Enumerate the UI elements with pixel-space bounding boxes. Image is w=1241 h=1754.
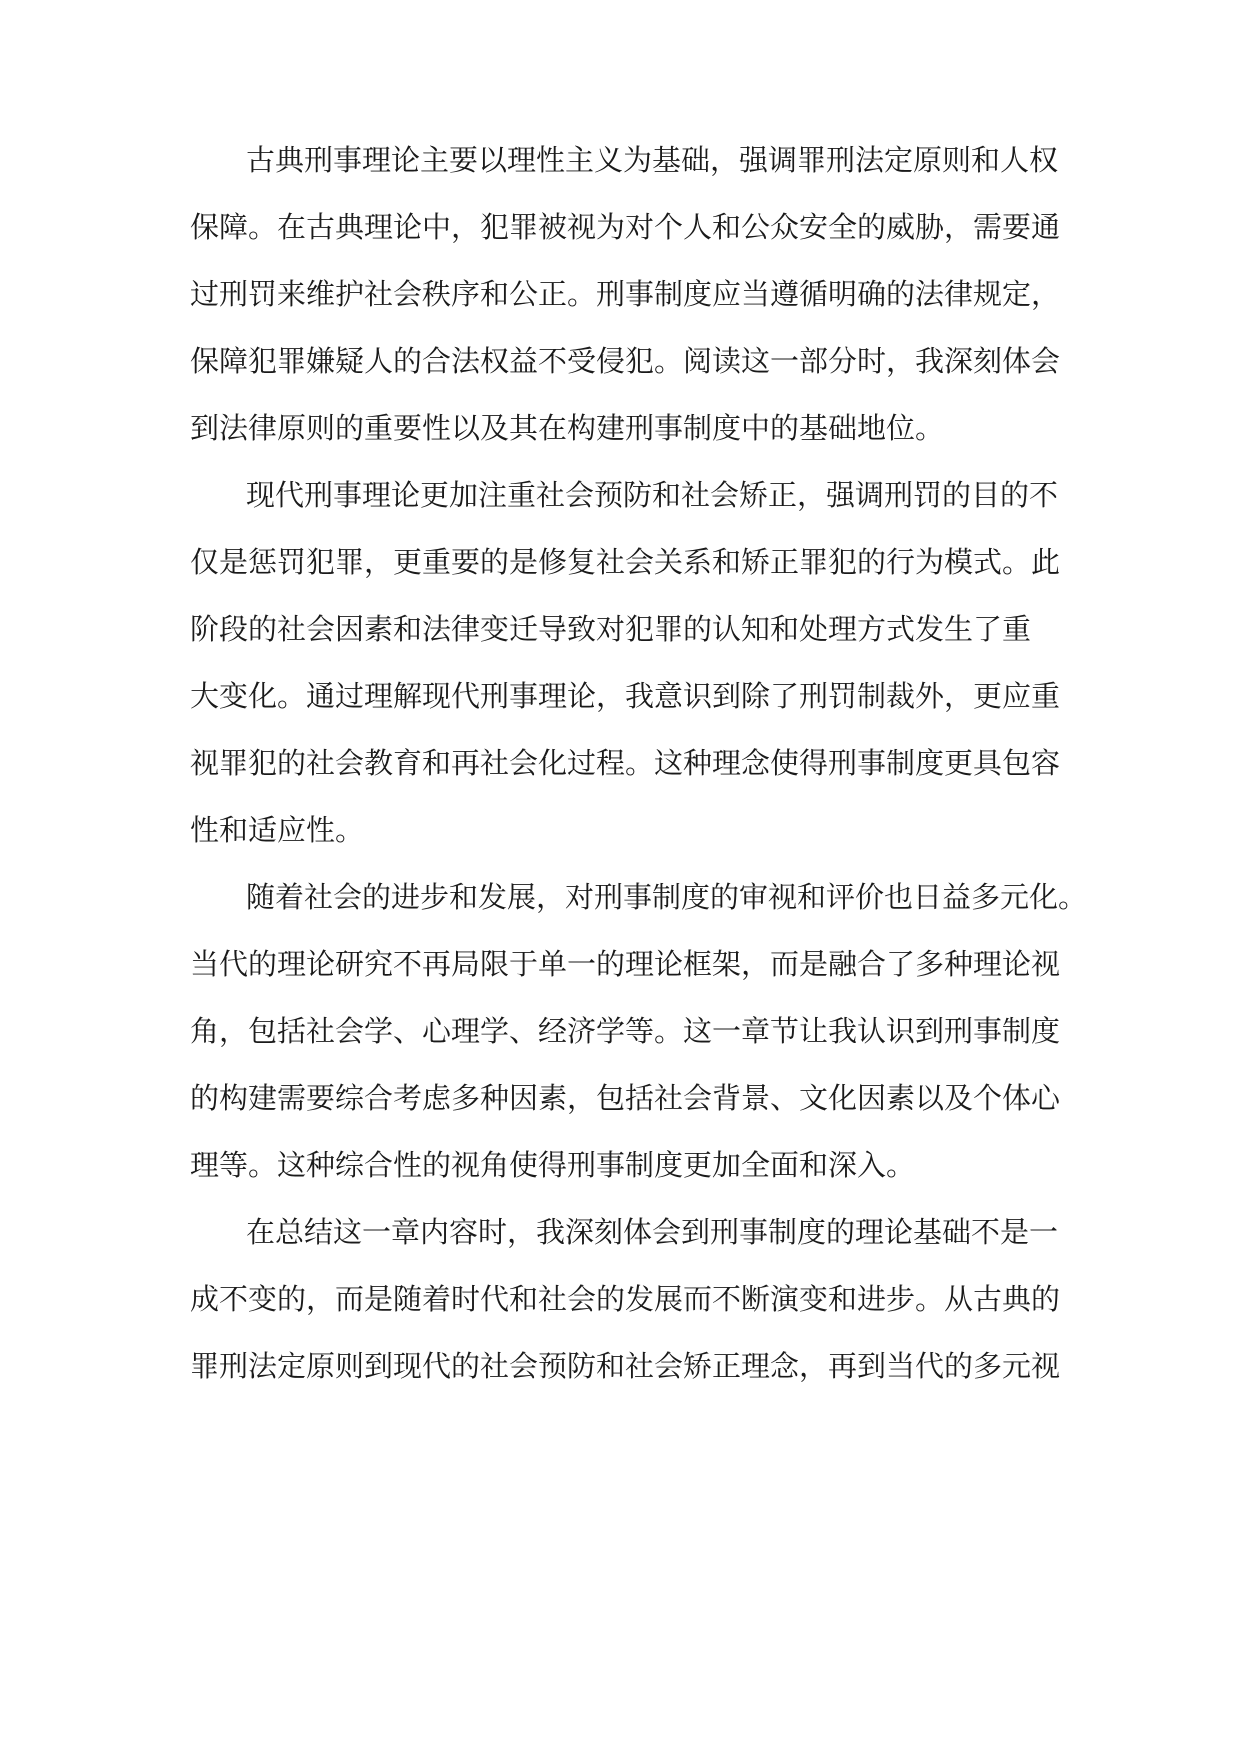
paragraph-4-line-3: 罪刑法定原则到现代的社会预防和社会矫正理念，再到当代的多元视 — [190, 1349, 1061, 1383]
paragraph-3-line-5: 理等。这种综合性的视角使得刑事制度更加全面和深入。 — [190, 1148, 916, 1182]
paragraph-2-line-5: 视罪犯的社会教育和再社会化过程。这种理念使得刑事制度更具包容 — [190, 746, 1061, 780]
paragraph-1-line-1: 古典刑事理论主要以理性主义为基础，强调罪刑法定原则和人权 — [246, 143, 1059, 177]
paragraph-1-line-4: 保障犯罪嫌疑人的合法权益不受侵犯。阅读这一部分时，我深刻体会 — [190, 344, 1061, 378]
paragraph-2-line-1: 现代刑事理论更加注重社会预防和社会矫正，强调刑罚的目的不 — [246, 478, 1059, 512]
paragraph-2-line-3: 阶段的社会因素和法律变迁导致对犯罪的认知和处理方式发生了重 — [190, 612, 1032, 646]
paragraph-3-line-4: 的构建需要综合考虑多种因素，包括社会背景、文化因素以及个体心 — [190, 1081, 1061, 1115]
paragraph-4-line-1: 在总结这一章内容时，我深刻体会到刑事制度的理论基础不是一 — [246, 1215, 1059, 1249]
paragraph-1-line-5: 到法律原则的重要性以及其在构建刑事制度中的基础地位。 — [190, 411, 945, 445]
paragraph-3-line-1: 随着社会的进步和发展，对刑事制度的审视和评价也日益多元化。 — [246, 880, 1088, 914]
paragraph-3-line-2: 当代的理论研究不再局限于单一的理论框架，而是融合了多种理论视 — [190, 947, 1061, 981]
paragraph-2-line-4: 大变化。通过理解现代刑事理论，我意识到除了刑罚制裁外，更应重 — [190, 679, 1061, 713]
paragraph-4-line-2: 成不变的，而是随着时代和社会的发展而不断演变和进步。从古典的 — [190, 1282, 1061, 1316]
paragraph-3-line-3: 角，包括社会学、心理学、经济学等。这一章节让我认识到刑事制度 — [190, 1014, 1061, 1048]
paragraph-2-line-2: 仅是惩罚犯罪，更重要的是修复社会关系和矫正罪犯的行为模式。此 — [190, 545, 1061, 579]
paragraph-2-line-6: 性和适应性。 — [190, 813, 365, 847]
paragraph-1-line-2: 保障。在古典理论中，犯罪被视为对个人和公众安全的威胁，需要通 — [190, 210, 1061, 244]
paragraph-1-line-3: 过刑罚来维护社会秩序和公正。刑事制度应当遵循明确的法律规定， — [190, 277, 1061, 311]
